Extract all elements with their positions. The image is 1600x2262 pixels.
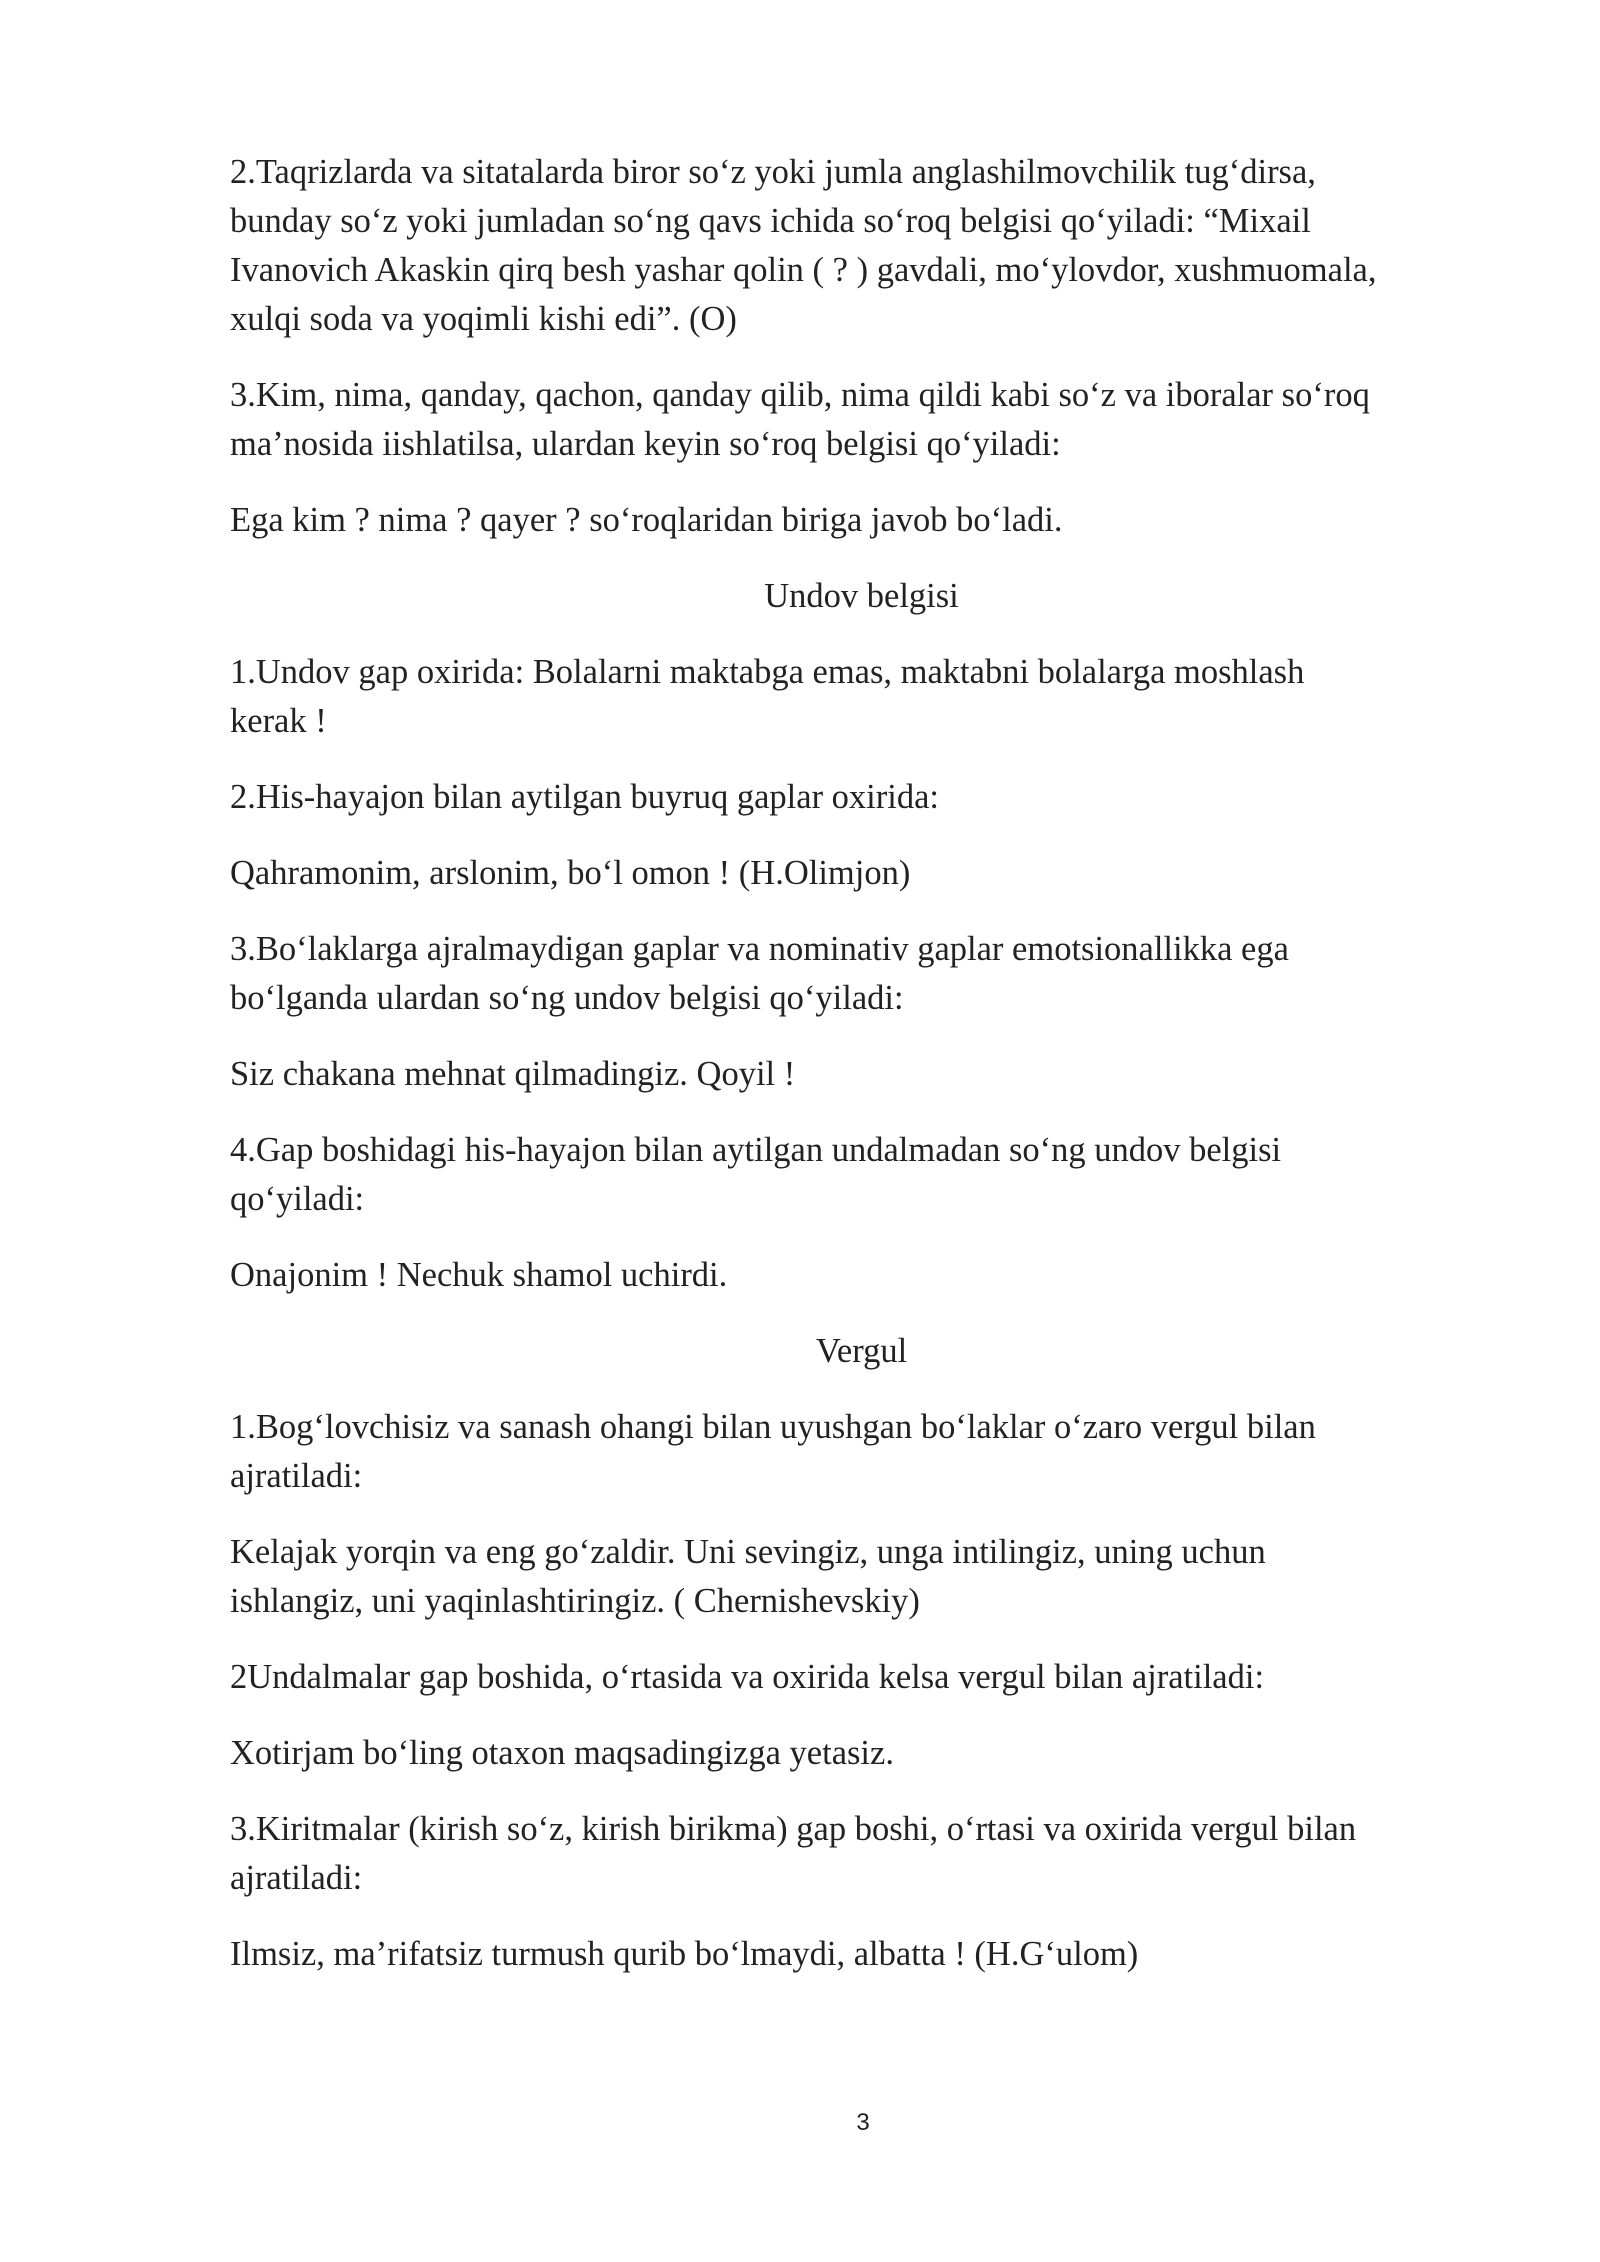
text-line: xulqi soda va yoqimli kishi edi”. (O) [230,300,737,338]
example-paragraph [230,496,1500,545]
text-line: ajratiladi: [230,1859,363,1897]
text-line: 3.Kiritmalar (kirish so‘z, kirish birikma) gap boshi, o‘rtasi va oxirida vergul bilan [230,1810,1357,1848]
paragraph [230,925,1500,1023]
text-line: qo‘yiladi: [230,1180,365,1218]
text-line: 1.Bog‘lovchisiz va sanash ohangi bilan uyushgan bo‘laklar o‘zaro vergul bilan [230,1408,1316,1446]
text-line: Ilmsiz, ma’rifatsiz turmush qurib bo‘lmaydi, albatta ! (H.G‘ulom) [230,1935,1139,1973]
text-line: Ivanovich Akaskin qirq besh yashar qolin ( ? ) gavdali, mo‘ylovdor, xushmuomala, [230,251,1377,289]
text-line: bunday so‘z yoki jumladan so‘ng qavs ichida so‘roq belgisi qo‘yiladi: “Mixail [230,202,1311,240]
paragraph [230,1805,1500,1903]
paragraph [230,648,1500,746]
text-line: ajratiladi: [230,1457,363,1495]
text-line: Xotirjam bo‘ling otaxon maqsadingizga yetasiz. [230,1734,894,1772]
text-line: Qahramonim, arslonim, bo‘l omon ! (H.Olimjon) [230,854,911,892]
example-paragraph [230,1930,1500,1979]
text-line: 4.Gap boshidagi his-hayajon bilan aytilgan undalmadan so‘ng undov belgisi [230,1131,1282,1169]
text-line: 3.Kim, nima, qanday, qachon, qanday qilib, nima qildi kabi so‘z va iboralar so‘roq [230,376,1370,414]
document-page [230,148,1500,2006]
text-line: 2.Taqrizlarda va sitatalarda biror so‘z yoki jumla anglashilmovchilik tug‘dirsa, [230,153,1316,191]
text-line: 3.Bo‘laklarga ajralmaydigan gaplar va nominativ gaplar emotsionallikka ega [230,930,1289,968]
text-line: kerak ! [230,702,327,740]
text-line: 1.Undov gap oxirida: Bolalarni maktabga emas, maktabni bolalarga moshlash [230,653,1305,691]
section-heading-vergul [230,1327,1493,1376]
section-heading-undov [230,572,1493,621]
text-line: Onajonim ! Nechuk shamol uchirdi. [230,1256,728,1294]
text-line: 2.His-hayajon bilan aytilgan buyruq gaplar oxirida: [230,778,939,816]
heading-text: Vergul [815,1332,908,1370]
paragraph [230,1126,1500,1224]
page-number: 3 [856,2109,870,2136]
paragraph [230,773,1500,822]
example-paragraph [230,1729,1500,1778]
example-paragraph [230,1528,1500,1626]
text-line: ishlangiz, uni yaqinlashtiringiz. ( Chernishevskiy) [230,1582,920,1620]
paragraph [230,148,1500,344]
paragraph [230,1403,1500,1501]
text-line: ma’nosida iishlatilsa, ulardan keyin so‘roq belgisi qo‘yiladi: [230,425,1061,463]
paragraph [230,1653,1500,1702]
text-line: Kelajak yorqin va eng go‘zaldir. Uni sevingiz, unga intilingiz, uning uchun [230,1533,1266,1571]
text-line: Siz chakana mehnat qilmadingiz. Qoyil ! [230,1055,796,1093]
text-line: Ega kim ? nima ? qayer ? so‘roqlaridan biriga javob bo‘ladi. [230,501,1063,539]
example-paragraph [230,1251,1500,1300]
text-line: 2Undalmalar gap boshida, o‘rtasida va oxirida kelsa vergul bilan ajratiladi: [230,1658,1265,1696]
example-paragraph [230,849,1500,898]
paragraph [230,371,1500,469]
example-paragraph [230,1050,1500,1099]
heading-text: Undov belgisi [764,577,959,615]
text-line: bo‘lganda ulardan so‘ng undov belgisi qo‘yiladi: [230,979,904,1017]
